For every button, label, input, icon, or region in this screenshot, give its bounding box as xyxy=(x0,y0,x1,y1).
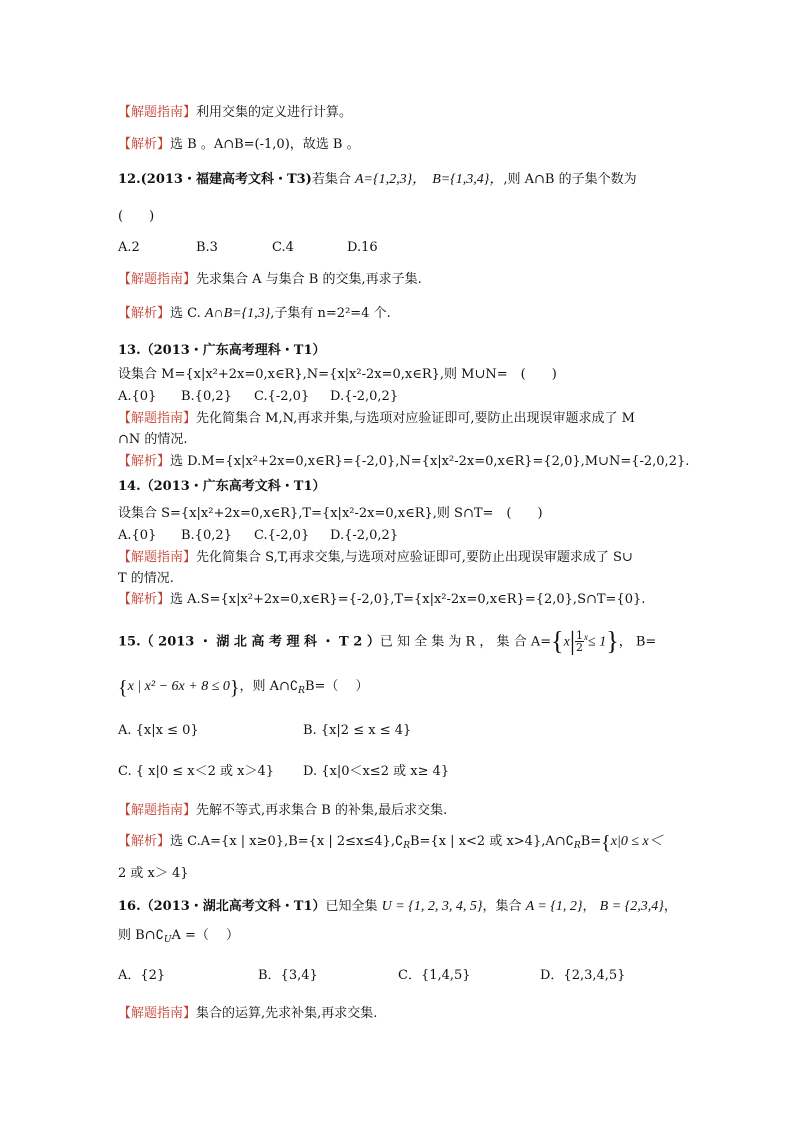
option-d: D.{-2,0,2} xyxy=(330,389,399,404)
solution-text: 选 B 。A∩B=(-1,0)，故选 B 。 xyxy=(170,137,360,152)
question-13-text: 设集合 M={x|x²+2x=0,x∈R},N={x|x²-2x=0,x∈R},则 M∪N= ( ) xyxy=(118,367,557,382)
option-c: C.4 xyxy=(272,240,294,255)
solution-13: 【解析】选 D.M={x|x²+2x=0,x∈R}={-2,0},N={x|x²-2x=0,x∈R}={2,0},M∪N={-2,0,2}. xyxy=(118,454,690,469)
option-c: C. { x|0 ≤ x＜2 或 x＞4} xyxy=(118,764,275,779)
solution-11 xyxy=(118,136,360,154)
option-b: B.{0,2} xyxy=(181,528,232,543)
solution-14: 【解析】选 A.S={x|x²+2x=0,x∈R}={-2,0},T={x|x²-2x=0,x∈R}={2,0},S∩T={0}. xyxy=(118,592,646,607)
question-14: 14.（2013・广东高考文科・T1） xyxy=(118,479,326,494)
option-d: D．{2,3,4,5} xyxy=(540,968,626,983)
option-a: A.{0} xyxy=(118,528,157,543)
question-16: 16.（2013・湖北高考文科・T1）已知全集 U = {1, 2, 3, 4, 5}，集合 A = {1, 2}， B = {2,3,4}， xyxy=(118,899,677,914)
answer-paren: ( ) xyxy=(118,209,155,224)
option-a: A.{0} xyxy=(118,389,157,404)
solution-15-cont: 2 或 x＞ 4} xyxy=(118,866,189,881)
question-15: 15.（ 2013 ・ 湖 北 高 考 理 科 ・ T 2 ）已 知 全 集 为 R ， 集 合 A={x| $\frac{1}{2}$ $^x$≤ 1}， B= xyxy=(118,626,657,656)
solution-15: 【解析】选 C.A={x | x≥0},B={x | $2\le x\le 4\},∁_RB=\{x$ | x<2 或 $x>4\},A\cap∁_RB=\{x|0 \le x<$ xyxy=(118,832,663,854)
option-c: C.{-2,0} xyxy=(254,389,310,404)
option-b: B．{3,4} xyxy=(258,968,318,983)
solution-tag: 【解析】 xyxy=(118,137,171,152)
option-a: A．{2} xyxy=(118,968,166,983)
question-15-line2: {x | x² − 6x + 8 ≤ 0}，则 $A\cap∁_RB=$（ ） xyxy=(118,677,369,699)
option-a: A.2 xyxy=(118,240,140,255)
guide-14: 【解题指南】先化简集合 S,T,再求交集,与选项对应验证即可,要防止出现误审题求成了 S∪ xyxy=(118,550,633,565)
guide-14-cont: T 的情况. xyxy=(118,571,174,586)
set-a: A={1,2,3}， xyxy=(354,172,420,187)
guide-16: 【解题指南】集合的运算,先求补集,再求交集. xyxy=(118,1006,378,1021)
guide-15: 【解题指南】先解不等式,再求集合 B 的补集,最后求交集. xyxy=(118,803,448,818)
option-b: B.3 xyxy=(196,240,218,255)
guide-12: 【解题指南】先求集合 A 与集合 B 的交集,再求子集. xyxy=(118,272,422,287)
option-b: B.{0,2} xyxy=(181,389,232,404)
option-a: A. {x|x ≤ 0} xyxy=(118,723,199,738)
option-d: D. {x|0＜x≤2 或 x≥ 4} xyxy=(303,764,450,779)
question-head: 12.(2013・福建高考文科・T3) xyxy=(118,172,312,187)
guide-11 xyxy=(118,104,352,122)
option-c: C.{-2,0} xyxy=(254,528,310,543)
question-16-line2: 则 $B\cap∁_UA$ =（ ） xyxy=(118,928,239,945)
guide-13-cont: ∩N 的情况. xyxy=(118,432,188,447)
set-b: B={1,3,4}， xyxy=(432,172,504,187)
option-d: D.{-2,0,2} xyxy=(330,528,399,543)
question-13: 13.（2013・广东高考理科・T1） xyxy=(118,343,326,358)
question-12: 12.(2013・福建高考文科・T3)若集合 A={1,2,3}， B={1,3,4}，,则 A∩B 的子集个数为 xyxy=(118,172,637,187)
option-d: D.16 xyxy=(347,240,378,255)
guide-tag: 【解题指南】 xyxy=(118,105,197,120)
guide-text: 利用交集的定义进行计算。 xyxy=(196,105,353,120)
solution-12: 【解析】选 C. A∩B={1,3},子集有 n=2²=4 个. xyxy=(118,306,391,321)
option-b: B. {x|2 ≤ x ≤ 4} xyxy=(303,723,412,738)
option-c: C．{1,4,5} xyxy=(398,968,471,983)
fraction-one-half: $\frac{1}{2}$ xyxy=(576,629,584,655)
question-14-text: 设集合 S={x|x²+2x=0,x∈R},T={x|x²-2x=0,x∈R},则 S∩T= ( ) xyxy=(118,506,543,521)
guide-13: 【解题指南】先化简集合 M,N,再求并集,与选项对应验证即可,要防止出现误审题求成了 M xyxy=(118,411,635,426)
